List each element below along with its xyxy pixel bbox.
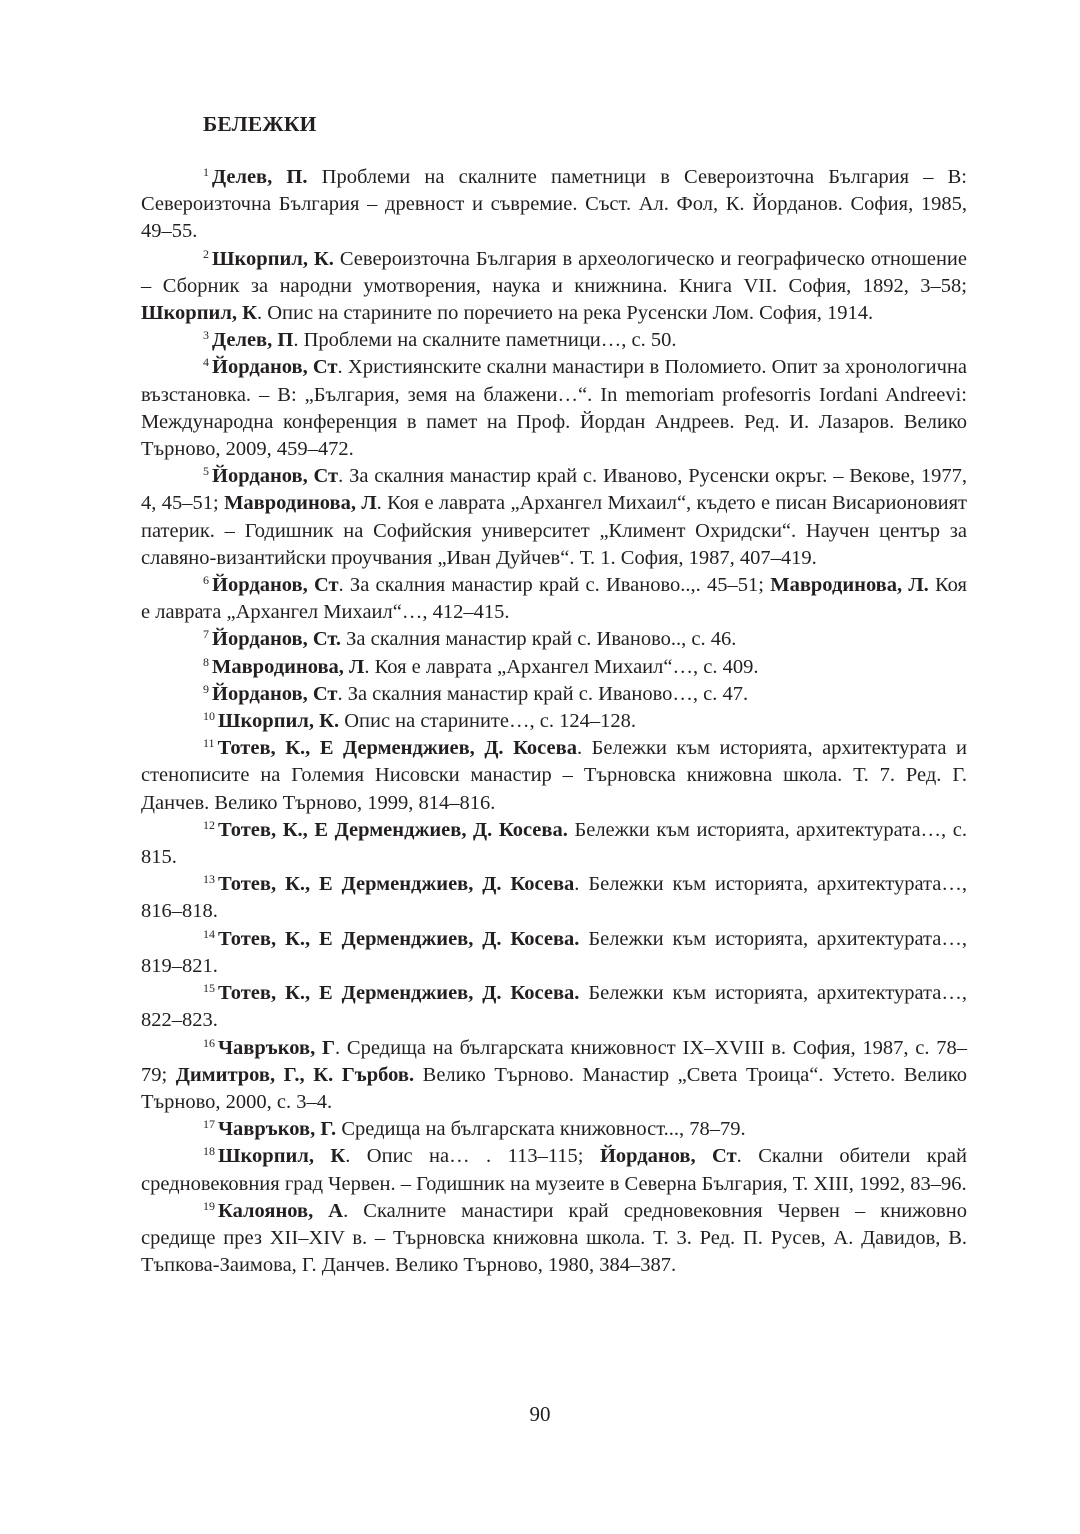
endnote-text: . Християнските скални манастири в Поломието. Опит за хронологична възстановка. – В: „България, земя на блажени…“. In memoriam profesorris Iordani Andreevi: Международна конференция в памет на Проф. Йордан Андреев. Ред. И. Лазаров. Велико Търново, 2009, 459–472.	[141, 356, 967, 461]
endnote	[141, 654, 967, 681]
endnote-text: . Средища на българската книжовност IX–XVIII в. София, 1987, с. 78–79;	[141, 1036, 967, 1086]
endnote-text: Бележки към историята, архитектурата…, с. 815.	[141, 818, 967, 869]
endnote-text: Проблеми на скалните паметници в Североизточна България – В: Североизточна България – древност и съвремие. Съст. Ал. Фол, К. Йорданов. София, 1985, 49–55.	[141, 166, 967, 243]
endnote	[141, 1143, 967, 1197]
endnote-author: Мавродинова, Л	[224, 492, 377, 515]
endnote-number: 16	[203, 1035, 215, 1050]
endnote-text: . Скалните манастири край средновековния Червен – книжовно средище през XII–XIV в. – Търновска книжовна школа. Т. 3. Ред. П. Русев, А. Давидов, В. Тъпкова-Заимова, Г. Данчев. Велико Търново, 1980, 384–387.	[141, 1199, 967, 1277]
endnote	[141, 327, 967, 354]
endnote-number: 1	[203, 165, 209, 179]
endnote-text: Средища на българската книжовност..., 78–79.	[336, 1118, 746, 1141]
endnote-number: 15	[203, 981, 215, 996]
endnote-text: . За скалния манастир край с. Иваново…, с. 47.	[337, 682, 749, 705]
endnote	[141, 926, 967, 980]
endnote-text: . Проблеми на скалните паметници…, с. 50.	[293, 329, 677, 352]
endnote-number: 10	[203, 709, 215, 724]
endnote-author: Чавръков, Г	[218, 1036, 336, 1059]
endnote-number: 8	[203, 654, 209, 669]
endnote	[141, 463, 967, 572]
endnote-author: Шкорпил, К.	[218, 710, 340, 733]
endnote-number: 18	[203, 1144, 215, 1159]
endnote-author: Чавръков, Г.	[218, 1118, 337, 1141]
endnote-author: Йорданов, Ст	[212, 574, 339, 597]
endnote-number: 7	[203, 627, 209, 642]
endnote-author: Мавродинова, Л.	[770, 574, 929, 597]
endnote-author: Йорданов, Ст	[212, 356, 338, 379]
endnote-text: Бележки към историята, архитектурата…, 819–821.	[141, 927, 967, 977]
endnote-author: Йорданов, Ст	[212, 682, 338, 705]
endnote	[141, 871, 967, 925]
endnote-number: 4	[203, 355, 209, 370]
endnote-text: Коя е лаврата „Архангел Михаил“…, 412–415.	[141, 574, 967, 624]
endnotes-list	[141, 164, 967, 1279]
endnote	[141, 572, 967, 626]
endnote-author: Калоянов, А	[218, 1199, 344, 1222]
endnote	[141, 681, 967, 708]
page-heading: БЕЛЕЖКИ	[203, 112, 317, 136]
endnote-number: 3	[203, 328, 209, 343]
endnote-author: Шкорпил, К	[141, 302, 257, 325]
endnote	[141, 1035, 967, 1117]
endnote-author: Йорданов, Ст	[212, 465, 339, 488]
endnote	[141, 164, 967, 246]
endnote-text: . Бележки към историята, архитектурата…, 816–818.	[141, 873, 967, 923]
endnote-author: Тотев, К., Е Дерменджиев, Д. Косева	[217, 737, 577, 760]
endnote-author: Делев, П	[212, 329, 294, 352]
endnote-text: . Бележки към историята, архитектурата и стенописите на Големия Нисовски манастир – Търновска книжовна школа. Т. 7. Ред. Г. Данчев. Велико Търново, 1999, 814–816.	[141, 737, 967, 814]
endnote-text: Североизточна България в археологическо и географическо отношение – Сборник за народни умотворения, наука и книжнина. Книга VII. София, 1892, 3–58;	[141, 247, 967, 297]
endnote-text: . Коя е лаврата „Архангел Михаил“, където е писан Висарионовият патерик. – Годишник на Софийския университет „Климент Охридски“. Научен център за славяно-византийски проучвания „Иван Дуйчев“. Т. 1. София, 1987, 407–419.	[141, 492, 967, 569]
endnote-author: Мавродинова, Л	[212, 655, 365, 678]
endnote-text: . Опис на старините по поречието на река Русенски Лом. София, 1914.	[256, 302, 874, 325]
endnote-text: Велико Търново. Манастир „Света Троица“. Устето. Велико Търново, 2000, с. 3–4.	[141, 1063, 967, 1113]
endnote-number: 17	[203, 1117, 215, 1132]
endnote-number: 11	[203, 736, 215, 751]
endnote-number: 6	[203, 573, 209, 588]
endnote	[141, 1116, 967, 1143]
endnote-author: Димитров, Г., К. Гърбов.	[175, 1063, 415, 1086]
endnote-text: Опис на старините…, с. 124–128.	[339, 710, 636, 733]
endnote-text: . Коя е лаврата „Архангел Михаил“…, с. 409.	[364, 655, 759, 678]
endnote-author: Тотев, К., Е Дерменджиев, Д. Косева.	[218, 982, 580, 1005]
endnote-author: Делев, П.	[212, 166, 308, 188]
endnote-author: Шкорпил, К	[218, 1145, 346, 1168]
endnote	[141, 246, 967, 328]
endnote-author: Тотев, К., Е Дерменджиев, Д. Косева.	[218, 927, 580, 950]
endnote	[141, 1198, 967, 1280]
endnote	[141, 354, 967, 463]
endnote	[141, 980, 967, 1034]
endnote-text: Бележки към историята, архитектурата…, 822–823.	[141, 982, 967, 1032]
endnote-author: Тотев, К., Е Дерменджиев, Д. Косева.	[218, 818, 568, 841]
endnote-number: 2	[203, 246, 209, 261]
endnote-text: . За скалния манастир край с. Иваново, Русенски окръг. – Векове, 1977, 4, 45–51;	[141, 465, 967, 515]
endnote	[141, 708, 967, 735]
endnote-text: За скалния манастир край с. Иваново.., с. 46.	[341, 628, 737, 651]
endnote-text: . Опис на… . 113–115;	[345, 1145, 600, 1168]
endnote-author: Тотев, К., Е Дерменджиев, Д. Косева	[218, 873, 575, 896]
endnote-number: 13	[203, 872, 215, 887]
endnote-text: . За скалния манастир край с. Иваново..,. 45–51;	[338, 574, 771, 597]
endnote-number: 12	[203, 817, 215, 832]
endnote-author: Шкорпил, К.	[212, 247, 334, 270]
endnote-text: . Скални обители край средновековния град Червен. – Годишник на музеите в Северна България, Т. XIII, 1992, 83–96.	[141, 1145, 967, 1195]
endnote	[141, 735, 967, 817]
endnote-number: 19	[203, 1198, 215, 1213]
endnote	[141, 626, 967, 653]
endnote-number: 5	[203, 464, 209, 479]
endnote-number: 9	[203, 681, 209, 696]
page-number: 90	[529, 1402, 551, 1426]
endnote-author: Йорданов, Ст.	[212, 628, 342, 651]
endnote-author: Йорданов, Ст	[599, 1145, 737, 1168]
endnote-number: 14	[203, 926, 215, 941]
endnote	[141, 817, 967, 871]
